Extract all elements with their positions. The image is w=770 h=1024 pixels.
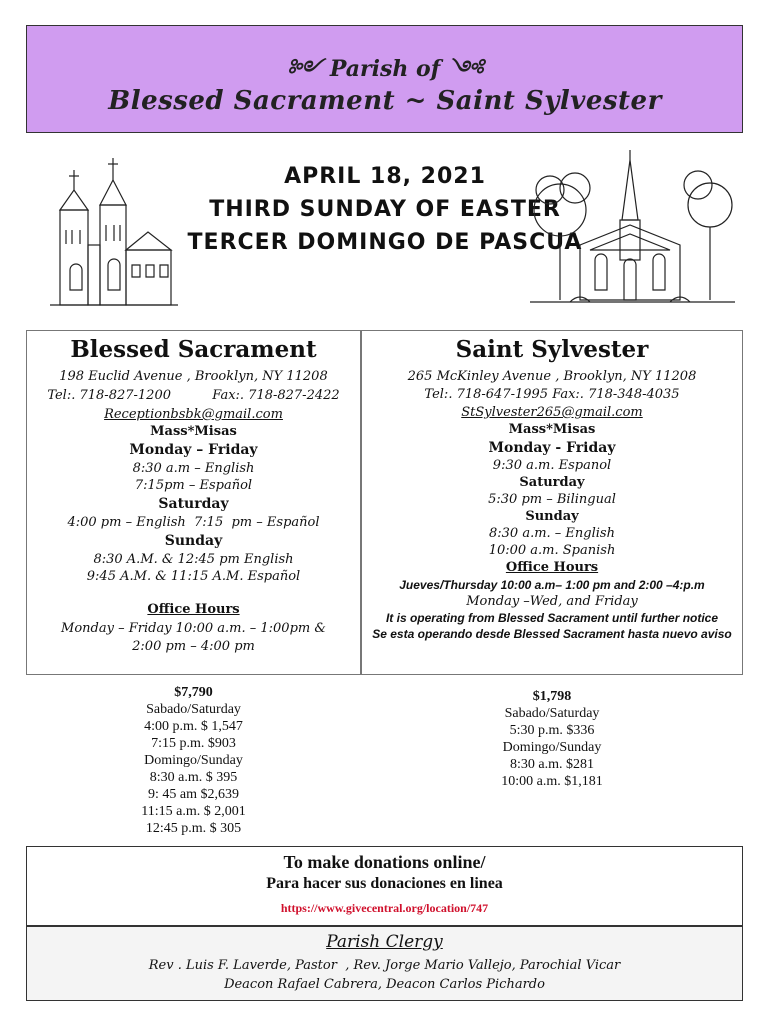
- bs-collection-line: 9: 45 am $2,639: [148, 787, 239, 802]
- bs-collection-line: 7:15 p.m. $903: [151, 736, 236, 751]
- ss-saturday-1: 5:30 pm – Bilingual: [488, 492, 616, 507]
- bs-weekday-2: 7:15pm – Español: [134, 478, 253, 493]
- donations-title-es: Para hacer sus donaciones en linea: [266, 875, 503, 892]
- bs-collection-total: $7,790: [174, 685, 213, 700]
- bs-collection-line: 12:45 p.m. $ 305: [145, 821, 242, 836]
- ss-address: 265 McKinley Avenue , Brooklyn, NY 11208: [407, 369, 697, 384]
- ss-sunday-2: 10:00 a.m. Spanish: [488, 543, 616, 558]
- saint-sylvester-title: Saint Sylvester: [455, 336, 649, 363]
- clergy-info: [26, 932, 743, 992]
- ss-phones: Tel:. 718-647-1995 Fax:. 718-348-4035: [424, 387, 680, 402]
- bs-address: 198 Euclid Avenue , Brooklyn, NY 11208: [59, 369, 328, 384]
- bs-collection-line: 4:00 p.m. $ 1,547: [144, 719, 243, 734]
- blessed-sacrament-info: [26, 336, 361, 654]
- ss-office-1: Jueves/Thursday 10:00 a.m– 1:00 pm and 2:00 –4:p.m: [399, 578, 705, 592]
- date: APRIL 18, 2021: [284, 164, 486, 189]
- clergy-heading: Parish Clergy: [326, 932, 443, 952]
- ss-mass-heading: Mass*Misas: [508, 422, 596, 437]
- bs-collection-line: 11:15 a.m. $ 2,001: [141, 804, 246, 819]
- parish-title-line1: ༻ Parish of ༺: [286, 56, 484, 82]
- bs-phones: Tel:. 718-827-1200 Fax:. 718-827-2422: [47, 388, 340, 403]
- bs-weekday-heading: Monday – Friday: [129, 442, 258, 458]
- ss-email-link[interactable]: StSylvester265@gmail.com: [461, 405, 643, 420]
- bs-collection: [26, 684, 361, 837]
- flourish-right-icon: ༺: [440, 56, 484, 82]
- ss-sunday-1: 8:30 a.m. – English: [489, 526, 615, 541]
- bs-mass-heading: Mass*Misas: [150, 424, 237, 439]
- ss-collection-line: 8:30 a.m. $281: [510, 757, 594, 772]
- bs-sunday-1: 8:30 A.M. & 12:45 pm English: [93, 552, 294, 567]
- bs-office-1: Monday – Friday 10:00 a.m. – 1:00pm &: [61, 621, 326, 636]
- ss-office-4: Se esta operando desde Blessed Sacrament hasta nuevo aviso: [372, 627, 732, 641]
- ss-sunday-heading: Sunday: [525, 509, 579, 524]
- ss-office-3: It is operating from Blessed Sacrament until further notice: [385, 611, 719, 625]
- sunday-spanish: TERCER DOMINGO DE PASCUA: [187, 230, 583, 255]
- ss-office-heading: Office Hours: [505, 560, 599, 575]
- sunday-english: THIRD SUNDAY OF EASTER: [209, 197, 561, 222]
- ss-collection-line: Sabado/Saturday: [504, 706, 600, 721]
- bs-office-2: 2:00 pm – 4:00 pm: [132, 639, 255, 654]
- bs-saturday-1: 4:00 pm – English 7:15 pm – Español: [67, 515, 320, 530]
- ss-collection-line: Domingo/Sunday: [502, 740, 602, 755]
- saint-sylvester-info: [361, 336, 743, 641]
- ss-collection-line: 5:30 p.m. $336: [509, 723, 595, 738]
- flourish-left-icon: ༻: [286, 56, 330, 82]
- donations-title-en: To make donations online/: [283, 852, 486, 872]
- ss-weekday-1: 9:30 a.m. Espanol: [492, 458, 612, 473]
- ss-office-2: Monday –Wed, and Friday: [466, 594, 638, 609]
- bs-email-link[interactable]: Receptionbsbk@gmail.com: [104, 407, 283, 422]
- bs-sunday-2: 9:45 A.M. & 11:15 A.M. Español: [86, 569, 301, 584]
- blessed-sacrament-church-illustration: [50, 150, 180, 310]
- clergy-line2: Deacon Rafael Cabrera, Deacon Carlos Pichardo: [224, 977, 545, 992]
- ss-weekday-heading: Monday - Friday: [488, 440, 616, 456]
- ss-collection: [361, 688, 743, 790]
- bs-collection-line: Sabado/Saturday: [146, 702, 241, 717]
- bs-weekday-1: 8:30 a.m – English: [132, 461, 255, 476]
- blessed-sacrament-title: Blessed Sacrament: [70, 336, 317, 363]
- donations-info: [26, 852, 743, 916]
- ss-collection-line: 10:00 a.m. $1,181: [501, 774, 603, 789]
- clergy-line1: Rev . Luis F. Laverde, Pastor , Rev. Jorge Mario Vallejo, Parochial Vicar: [148, 958, 621, 973]
- donations-url-link[interactable]: https://www.givecentral.org/location/747: [280, 901, 489, 915]
- bs-collection-line: Domingo/Sunday: [144, 753, 243, 768]
- parish-title-line2: Blessed Sacrament ~ Saint Sylvester: [108, 86, 662, 116]
- bs-collection-line: 8:30 a.m. $ 395: [149, 770, 238, 785]
- ss-saturday-heading: Saturday: [519, 475, 585, 490]
- saint-sylvester-church-illustration: [530, 150, 735, 315]
- bs-sunday-heading: Sunday: [164, 533, 223, 549]
- bs-saturday-heading: Saturday: [158, 496, 229, 512]
- ss-collection-total: $1,798: [532, 689, 572, 704]
- bs-office-heading: Office Hours: [147, 602, 240, 617]
